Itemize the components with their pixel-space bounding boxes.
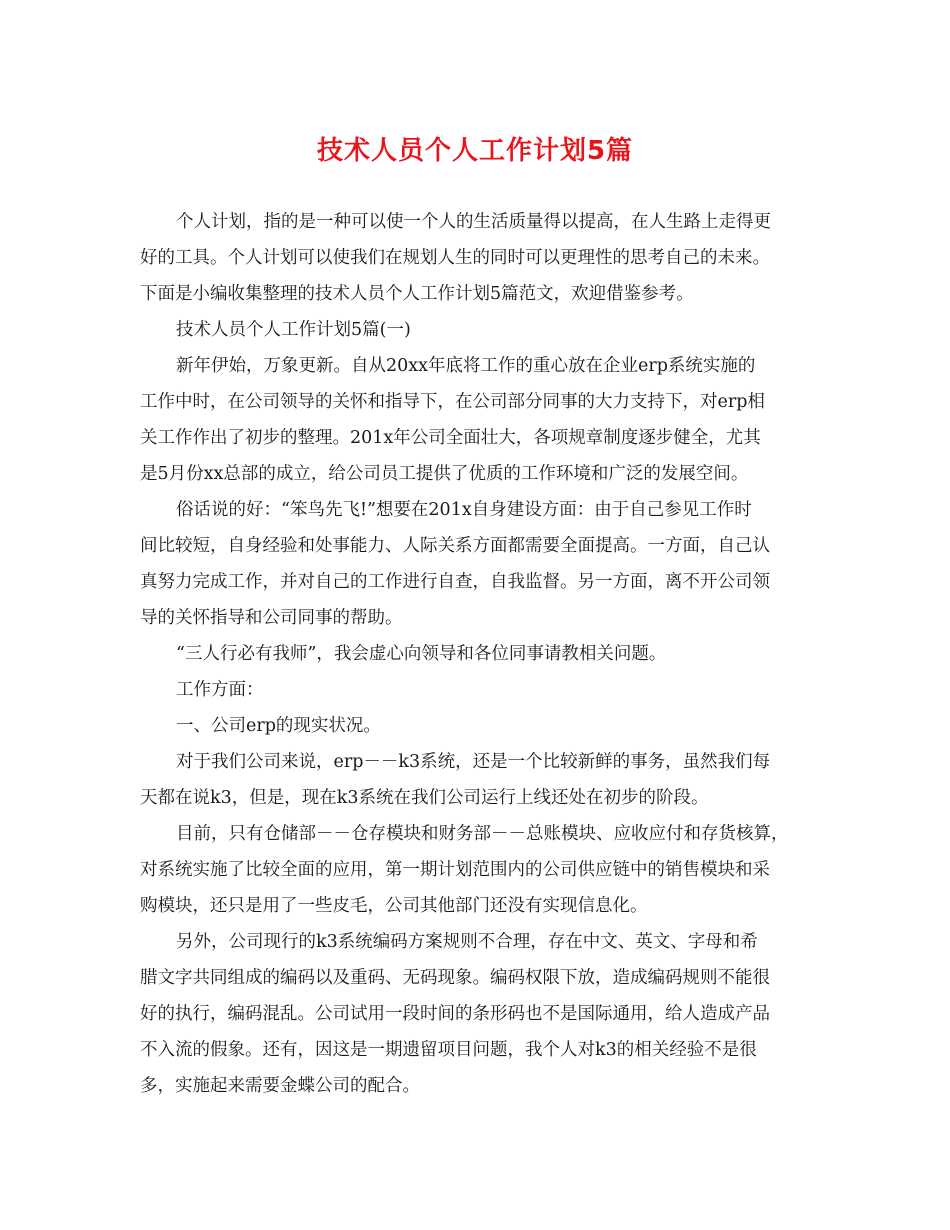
paragraph-line: 购模块，还只是用了一些皮毛，公司其他部门还没有实现信息化。 [140, 896, 648, 916]
paragraph-line: 导的关怀指导和公司同事的帮助。 [140, 608, 403, 628]
paragraph-line: “三人行必有我师”，我会虚心向领导和各位同事请教相关问题。 [176, 644, 667, 664]
paragraph-line: 多，实施起来需要金蝶公司的配合。 [140, 1076, 420, 1096]
page-title: 技术人员个人工作计划5篇 [316, 136, 634, 166]
paragraph-line: 是5月份xx总部的成立，给公司员工提供了优质的工作环境和广泛的发展空间。 [140, 464, 749, 484]
paragraph-line: 天都在说k3，但是，现在k3系统在我们公司运行上线还处在初步的阶段。 [140, 788, 709, 808]
paragraph-line: 一、公司erp的现实状况。 [176, 716, 381, 736]
paragraph-line: 个人计划，指的是一种可以使一个人的生活质量得以提高，在人生路上走得更 [176, 212, 771, 232]
paragraph-line: 真努力完成工作，并对自己的工作进行自查，自我监督。另一方面，离不开公司领 [140, 572, 770, 592]
paragraph-line: 腊文字共同组成的编码以及重码、无码现象。编码权限下放，造成编码规则不能很 [140, 968, 770, 988]
paragraph-line: 对系统实施了比较全面的应用，第一期计划范围内的公司供应链中的销售模块和采 [140, 860, 770, 880]
paragraph-line: 关工作作出了初步的整理。201x年公司全面壮大，各项规章制度逐步健全，尤其 [140, 428, 761, 448]
paragraph-line: 对于我们公司来说，erp－－k3系统，还是一个比较新鲜的事务，虽然我们每 [176, 752, 771, 772]
document-body [140, 204, 820, 1104]
paragraph-line: 工作中时，在公司领导的关怀和指导下，在公司部分同事的大力支持下，对erp相 [140, 392, 765, 412]
paragraph-line: 间比较短，自身经验和处事能力、人际关系方面都需要全面提高。一方面，自己认 [140, 536, 770, 556]
paragraph-line: 工作方面： [176, 680, 264, 700]
paragraph-line: 目前，只有仓储部－－仓存模块和财务部－－总账模块、应收应付和存货核算， [176, 824, 789, 844]
paragraph-line: 俗话说的好：“笨鸟先飞!”想要在201x自身建设方面：由于自己参见工作时 [176, 500, 752, 520]
paragraph-line: 下面是小编收集整理的技术人员个人工作计划5篇范文，欢迎借鉴参考。 [140, 284, 694, 304]
paragraph-line: 新年伊始，万象更新。自从20xx年底将工作的重心放在企业erp系统实施的 [176, 356, 756, 376]
paragraph-line: 好的工具。个人计划可以使我们在规划人生的同时可以更理性的思考自己的未来。 [140, 248, 770, 268]
section-heading: 技术人员个人工作计划5篇(一) [176, 320, 411, 340]
paragraph-line: 另外，公司现行的k3系统编码方案规则不合理，存在中文、英文、字母和希 [176, 932, 758, 952]
paragraph-line: 好的执行，编码混乱。公司试用一段时间的条形码也不是国际通用，给人造成产品 [140, 1004, 770, 1024]
paragraph-line: 不入流的假象。还有，因这是一期遗留项目问题，我个人对k3的相关经验不是很 [140, 1040, 757, 1060]
